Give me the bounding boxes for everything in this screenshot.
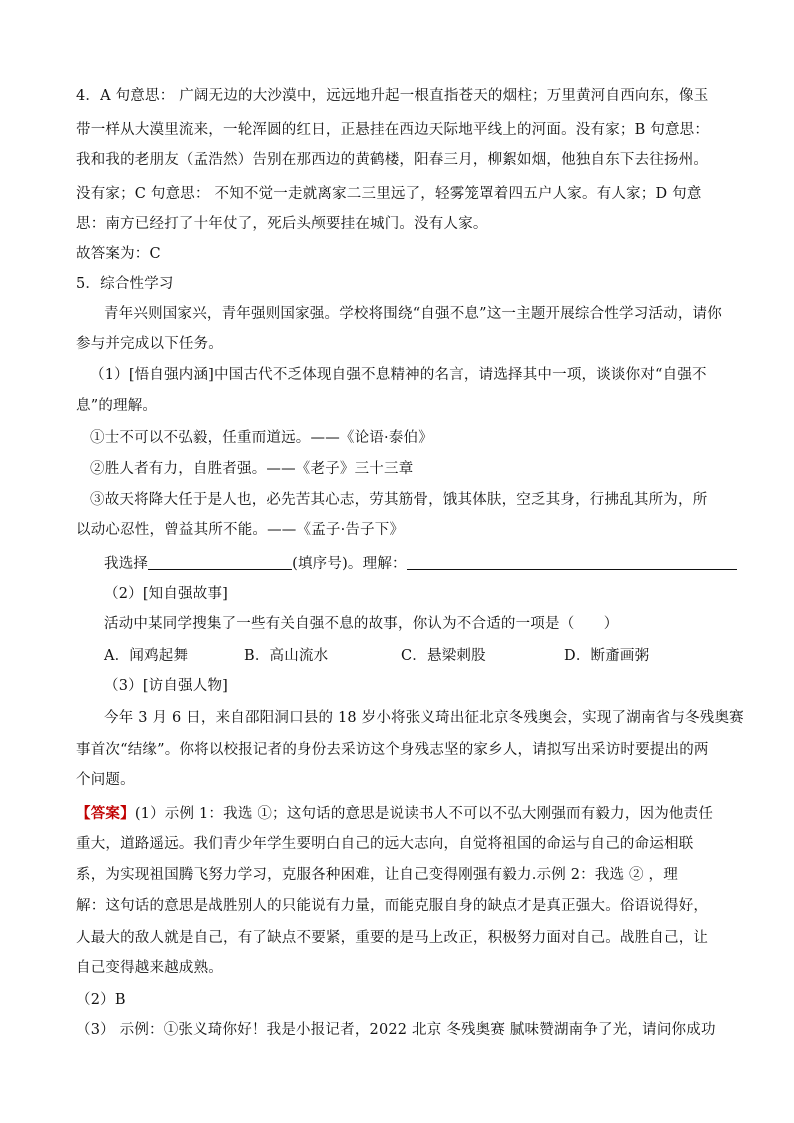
- choose-mid: (填序号)。理解：: [292, 556, 407, 572]
- quote-3-line-2: 以动心忍性，曾益其所不能。——《孟子·告子下》: [76, 522, 405, 538]
- answer-line-4: 解：这句话的意思是战胜别人的只能说有力量，而能克服自身的缺点才是真正强大。俗语说得好，: [76, 898, 709, 914]
- understanding-blank[interactable]: [407, 555, 737, 570]
- sub3-title: （3）[访自强人物]: [104, 678, 229, 694]
- answer-text-1: (1）示例 1：我选 ①；这句话的意思是说读书人不可以不弘大刚强而有毅力，因为他责任: [134, 806, 714, 822]
- q5-title: 5．综合性学习: [76, 276, 174, 292]
- quote-3-line-1: ③故天将降大任于是人也，必先苦其心志，劳其筋骨，饿其体肤，空乏其身，行拂乱其所为，所: [90, 492, 708, 508]
- choose-prefix: 我选择: [104, 556, 149, 572]
- q4-line-5: 思：南方已经打了十年仗了，死后头颅要挂在城门。没有人家。: [76, 216, 488, 232]
- q4-line-3: 我和我的老朋友（孟浩然）告别在那西边的黄鹤楼，阳春三月，柳絮如烟，他独自东下去往扬州。: [76, 152, 709, 168]
- q5-intro-2: 参与并完成以下任务。: [76, 336, 223, 352]
- answer-line-2: 重大，道路遥远。我们青少年学生要明白自己的远大志向，自觉将祖国的命运与自己的命运相联: [76, 836, 694, 852]
- quote-2: ②胜人者有力，自胜者强。——《老子》三十三章: [90, 461, 414, 477]
- q4-line-2: 带一样从大漠里流来，一轮浑圆的红日，正悬挂在西边天际地平线上的河面。没有家；B 句意思：: [76, 122, 710, 138]
- choice-blank[interactable]: [148, 555, 292, 570]
- sub2-question: 活动中某同学搜集了一些有关自强不息的故事，你认为不合适的一项是（ ）: [104, 616, 619, 632]
- option-d: D．断齑画粥: [564, 648, 650, 664]
- option-b: B．高山流水: [244, 648, 329, 664]
- answer-line-1: [76, 802, 726, 823]
- answer-3: （3） 示例：①张义琦你好！我是小报记者，2022 北京 冬残奥赛 腻味赞湖南争了光，请问你成功: [76, 1022, 716, 1038]
- q4-line-1: 4．A 句意思： 广阔无边的大沙漠中，远远地升起一根直指苍天的烟柱；万里黄河自西向东，像玉: [76, 88, 709, 104]
- sub3-line-2: 事首次“结缘”。你将以校报记者的身份去采访这个身残志坚的家乡人，请拟写出采访时要提出的两: [76, 742, 709, 758]
- sub1-line-2: 息”的理解。: [76, 398, 158, 414]
- sub3-line-3: 个问题。: [76, 772, 135, 788]
- answer-line-5: 人最大的敌人就是自己，有了缺点不要紧，重要的是马上改正，积极努力面对自己。战胜自己，让: [76, 930, 709, 946]
- choose-line: [104, 552, 754, 573]
- sub1-line-1: （1）[悟自强内涵]中国古代不乏体现自强不息精神的名言，请选择其中一项，谈谈你对“自强不: [90, 367, 707, 383]
- options-row: [104, 644, 754, 665]
- answer-2: （2）B: [76, 992, 126, 1008]
- answer-line-6: 自己变得越来越成熟。: [76, 960, 223, 976]
- sub3-line-1: 今年 3 月 6 日，来自邵阳洞口县的 18 岁小将张义琦出征北京冬残奥会，实现了湖南省与冬残奥赛: [104, 710, 744, 726]
- quote-1: ①士不可以不弘毅，任重而道远。——《论语·泰伯》: [90, 430, 433, 446]
- sub2-title: （2）[知自强故事]: [104, 586, 229, 602]
- answer-line-3: 系，为实现祖国腾飞努力学习，克服各种困难，让自己变得刚强有毅力.示例 2：我选 ② ，理: [76, 867, 678, 883]
- option-c: C．悬梁刺股: [401, 648, 486, 664]
- q4-answer: 故答案为：C: [76, 246, 161, 262]
- q4-line-4: 没有家；C 句意思： 不知不觉一走就离家二三里远了，轻雾笼罩着四五户人家。有人家；D 句意: [76, 186, 702, 202]
- q5-intro-1: 青年兴则国家兴，青年强则国家强。学校将围绕“自强不息”这一主题开展综合性学习活动，请你: [104, 306, 722, 322]
- answer-tag: 【答案】: [76, 805, 135, 822]
- option-a: A．闻鸡起舞: [104, 648, 189, 664]
